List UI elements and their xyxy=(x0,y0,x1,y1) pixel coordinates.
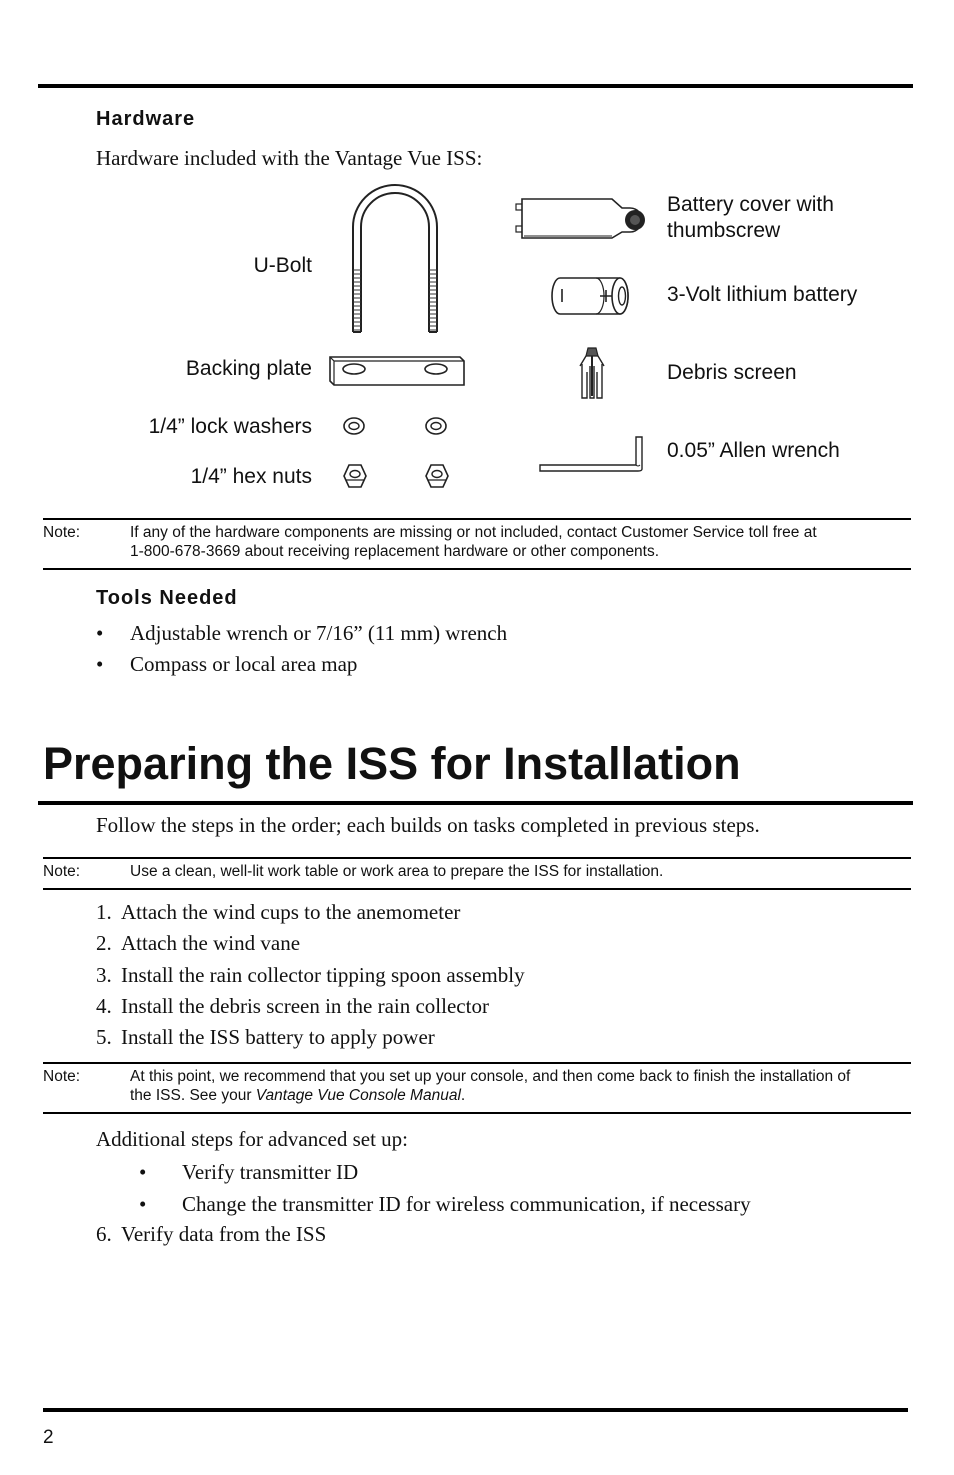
backing-plate-label: Backing plate xyxy=(185,357,312,380)
tools-list-item xyxy=(96,621,796,647)
advanced-intro: Additional steps for advanced set up: xyxy=(96,1127,409,1151)
note3-bottom-rule xyxy=(43,1112,911,1114)
step-text: Install the rain collector tipping spoon assembly xyxy=(121,963,525,987)
battery-icon xyxy=(550,274,634,318)
note3-line2-prefix: the ISS. See your xyxy=(130,1087,256,1104)
lock-washers-label: 1/4” lock washers xyxy=(148,415,312,438)
step-number: 4. xyxy=(96,994,112,1018)
section-title: Preparing the ISS for Installation xyxy=(43,738,741,789)
note1-line2: 1-800-678-3669 about receiving replacement hardware or other components. xyxy=(130,543,660,560)
step-item xyxy=(96,1025,796,1051)
hex-nut-icon xyxy=(424,463,450,489)
page-number: 2 xyxy=(43,1427,54,1448)
hex-nut-icon xyxy=(342,463,368,489)
debris-screen-label: Debris screen xyxy=(667,361,797,384)
advanced-item-text: Verify transmitter ID xyxy=(182,1160,359,1184)
advanced-item-text: Change the transmitter ID for wireless communication, if necessary xyxy=(182,1192,751,1216)
u-bolt-icon xyxy=(345,182,445,337)
step-item xyxy=(96,931,796,957)
battery-cover-label-line2: thumbscrew xyxy=(667,219,781,242)
tools-item-text: Adjustable wrench or 7/16” (11 mm) wrench xyxy=(130,621,508,645)
tools-heading: Tools Needed xyxy=(96,587,238,609)
tools-item-text: Compass or local area map xyxy=(130,652,358,676)
step-item xyxy=(96,994,796,1020)
step-item xyxy=(96,963,796,989)
u-bolt-label: U-Bolt xyxy=(253,254,312,277)
section-title-rule xyxy=(38,801,913,805)
note2 xyxy=(43,862,911,882)
step-number: 2. xyxy=(96,931,112,955)
footer-rule xyxy=(43,1408,908,1412)
bullet: • xyxy=(96,652,104,676)
step-item xyxy=(96,900,796,926)
step-number: 3. xyxy=(96,963,112,987)
lock-washer-icon xyxy=(424,416,448,436)
tools-list-item xyxy=(96,652,796,678)
console-manual-title: Vantage Vue Console Manual xyxy=(255,1087,461,1104)
note2-top-rule xyxy=(43,857,911,859)
step-text: Attach the wind vane xyxy=(121,931,301,955)
note3-line1: At this point, we recommend that you set up your console, and then come back to finish the installation of xyxy=(130,1068,851,1085)
battery-cover-label xyxy=(667,192,834,244)
battery-cover-icon xyxy=(512,196,652,242)
note3 xyxy=(43,1067,911,1107)
advanced-list-item xyxy=(139,1160,839,1186)
note3-tag: Note: xyxy=(43,1068,81,1085)
hex-nuts-label: 1/4” hex nuts xyxy=(190,465,312,488)
backing-plate-icon xyxy=(328,355,466,387)
allen-wrench-icon xyxy=(538,435,646,473)
debris-screen-icon xyxy=(578,346,606,402)
step-number: 1. xyxy=(96,900,112,924)
section-intro: Follow the steps in the order; each builds on tasks completed in previous steps. xyxy=(96,813,760,837)
note3-top-rule xyxy=(43,1062,911,1064)
note2-text: Use a clean, well-lit work table or work area to prepare the ISS for installation. xyxy=(130,863,664,880)
step-text: Verify data from the ISS xyxy=(121,1222,327,1246)
note1-text xyxy=(130,523,920,561)
advanced-list-item xyxy=(139,1192,839,1218)
hardware-intro: Hardware included with the Vantage Vue ISS: xyxy=(96,146,483,170)
bullet: • xyxy=(139,1192,147,1216)
allen-wrench-label: 0.05” Allen wrench xyxy=(667,439,840,462)
battery-cover-label-line1: Battery cover with xyxy=(667,193,834,216)
note3-line2-suffix: . xyxy=(460,1087,466,1104)
step-text: Attach the wind cups to the anemometer xyxy=(121,900,461,924)
note1-bottom-rule xyxy=(43,568,911,570)
step-number: 6. xyxy=(96,1222,112,1246)
lock-washer-icon xyxy=(342,416,366,436)
note1-tag: Note: xyxy=(43,524,81,541)
step-number: 5. xyxy=(96,1025,112,1049)
note1 xyxy=(43,523,911,563)
step-text: Install the ISS battery to apply power xyxy=(121,1025,435,1049)
step-text: Install the debris screen in the rain collector xyxy=(121,994,489,1018)
battery-label: 3-Volt lithium battery xyxy=(667,283,858,306)
note2-bottom-rule xyxy=(43,888,911,890)
top-rule xyxy=(38,84,913,88)
step-item xyxy=(96,1222,796,1248)
note1-line1: If any of the hardware components are missing or not included, contact Customer Service toll free at xyxy=(130,524,817,541)
note2-tag: Note: xyxy=(43,863,81,880)
note3-text xyxy=(130,1067,920,1105)
bullet: • xyxy=(139,1160,147,1184)
bullet: • xyxy=(96,621,104,645)
note1-top-rule xyxy=(43,518,911,520)
hardware-heading: Hardware xyxy=(96,108,196,130)
